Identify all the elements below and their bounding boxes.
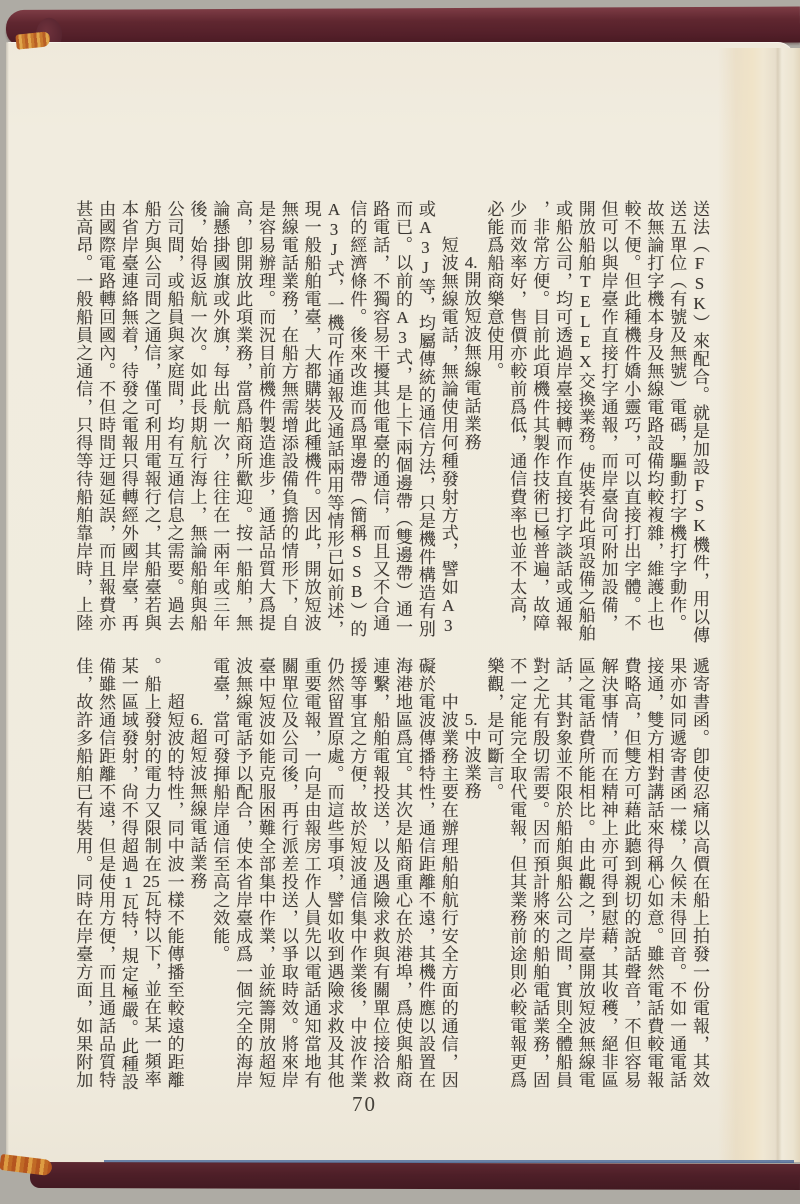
horizontal-in-vertical-number: 6. xyxy=(190,711,204,728)
page-number: 70 xyxy=(352,1092,377,1116)
horizontal-in-vertical-number: 25 xyxy=(142,873,160,890)
text-column: 是容易辦理。而況目前機件製造進步，通話品質大爲提 xyxy=(255,200,275,632)
text-column: 但可以與岸臺作直接打字通報，而岸臺尙可附加設備， xyxy=(598,200,618,632)
upright-latin: A xyxy=(324,200,344,220)
text-column: 送五單位（有號及無號）電碼，驅動打字機打字動作。 xyxy=(667,200,687,632)
text-column: 連繫，船舶電報投送，以及遇險求救與有關單位接洽救 xyxy=(370,657,390,1089)
page-gutter-curve xyxy=(718,48,800,1162)
upper-text-block xyxy=(70,200,710,644)
text-column: 海港地區爲宜。其次是船商重心在於港埠，爲使與船商 xyxy=(393,657,413,1089)
book-cover-bottom-edge xyxy=(30,1162,800,1190)
upright-latin: FSK xyxy=(690,254,709,314)
text-column: 仍然留置原處。而這些事項，譬如收到遇險求救及其他 xyxy=(324,657,344,1089)
text-column: ，非常方便。目前此項機件其製作技術已極普遍，故障 xyxy=(530,200,550,632)
text-column: 後，始得返航一次。如此長期航行海上，無論船舶與船 xyxy=(187,200,207,632)
text-column: 由國際電路轉回國內。不但時間迂廻延誤，而且報費亦 xyxy=(96,200,116,632)
text-column: 現一般船舶電臺，大都購裝此種機件。因此，開放短波 xyxy=(301,200,321,632)
upright-latin: J xyxy=(415,258,435,278)
upright-latin: A xyxy=(438,596,458,616)
upright-latin: A xyxy=(393,308,413,328)
upright-latin: J xyxy=(324,240,344,260)
upright-latin: A xyxy=(415,218,435,238)
page-left-edge-shadow xyxy=(6,42,9,1162)
text-column: 甚高昂。一般船員之通信，只得等待船舶靠岸時，上陸 xyxy=(73,200,93,632)
text-column: 解決事情，而在精神上亦可得到慰藉，其收穫，絕非區 xyxy=(598,657,618,1089)
horizontal-in-vertical-number: 4. xyxy=(464,254,478,271)
text-column: 4.開放短波無線電話業務 xyxy=(461,254,481,451)
text-column: A3J式，一機可作通報及通話兩用等情形已如前述， xyxy=(324,200,344,638)
text-column: 船方與公司間之通信，僅可利用電報行之，其船臺若與 xyxy=(141,200,161,632)
text-column: 或A3J等，均屬傳統的通信方法，只是機件構造有別 xyxy=(415,200,435,638)
text-column: 重要電報，一向是由報房工作人員先以電話通知當地有 xyxy=(301,657,321,1089)
upright-latin: 3 xyxy=(393,328,413,348)
lower-text-block xyxy=(70,657,710,1093)
text-column: 不一定能完全取代電報，但其業務前途則必較電報更爲 xyxy=(507,657,527,1089)
text-column: 開放船舶TELEX交換業務。使裝有此項設備之船舶 xyxy=(575,200,595,642)
text-column: 5.中波業務 xyxy=(461,711,481,800)
text-column: 接通，雙方相對講話來得稱心如意。雖然電話費較電報 xyxy=(644,657,664,1089)
upright-latin: 3 xyxy=(438,616,458,636)
upright-latin: SSB xyxy=(347,542,367,602)
upright-latin: TELEX xyxy=(575,272,595,372)
text-column: 臺中短波如能克服困難全部集中作業，並統籌開放超短 xyxy=(255,657,275,1089)
text-column: 無線電話業務，在船方無需增添設備負擔的情形下，自 xyxy=(278,200,298,632)
upright-latin: 3 xyxy=(415,238,435,258)
upright-latin: FSK xyxy=(690,476,709,536)
text-column: 而已。以前的A3式，是上下兩個邊帶（雙邊帶）通一 xyxy=(393,200,413,636)
text-column: 送法（FSK）來配合。就是加設FSK機件，用以傳 xyxy=(690,200,709,644)
text-column: 論懸掛國旗或外旗，每出航一次，往往在一兩年或三年 xyxy=(210,200,230,632)
text-column: 話，其對象並不限於船舶與船公司之間，實則全體船員 xyxy=(552,657,572,1089)
text-column: 區之電話費所能相比。由此觀之，岸臺開放短波無線電 xyxy=(575,657,595,1089)
text-column: 少而效率好，售價亦較前爲低，通信費率也並不太高， xyxy=(507,200,527,632)
text-column: 備雖然通信距離不遠，但是使用方便，而且通話品質特 xyxy=(96,657,116,1089)
text-column: 故無論打字機本身及無線電路設備均較複雜，維護上也 xyxy=(644,200,664,632)
text-column: 電臺，當可發揮船岸通信至高之效能。 xyxy=(210,657,230,963)
text-column: 短波無線電話，無論使用何種發射方式，譬如A3 xyxy=(438,236,458,636)
text-column: 或船公司，均可透過岸臺接轉而作直接打字談話或通報 xyxy=(552,200,572,632)
text-column: 。船上發射的電力又限制在25瓦特以下，並在某一頻率 xyxy=(141,657,161,1088)
text-column: 樂觀，是可斷言。 xyxy=(484,657,504,801)
upright-latin: 1 xyxy=(118,873,138,893)
horizontal-in-vertical-number: 5. xyxy=(464,711,478,728)
text-column: 遞寄書函。卽使忍痛以高價在船上拍發一份電報，其效 xyxy=(690,657,709,1089)
text-column: 波無線電話予以配合，使本省岸臺成爲一個完全的海岸 xyxy=(233,657,253,1089)
text-column: 高，卽開放此項業務，當爲船商所歡迎。按一船舶，無 xyxy=(233,200,253,632)
upright-latin: 3 xyxy=(324,220,344,240)
text-column: 對之尤有殷切需要。因而預計將來的船舶電話業務，固 xyxy=(530,657,550,1089)
text-column: 關單位及公司後，再行派差投送，以爭取時效。將來岸 xyxy=(278,657,298,1089)
text-column: 果亦如同遞寄書函一樣，久候未得回音。不如一通電話 xyxy=(667,657,687,1089)
text-column: 本省岸臺連絡無着，待發之電報只得轉經外國岸臺，再 xyxy=(118,200,138,632)
text-column: 中波業務主要在辦理船舶航行安全方面的通信，因 xyxy=(438,693,458,1089)
book-cover-top-edge xyxy=(6,7,800,46)
text-column: 較不便。但此種機件嬌小靈巧，可以直接打出字體。不 xyxy=(621,200,641,632)
text-column: 費略高，但雙方可藉此聽到親切的說話聲音，不但容易 xyxy=(621,657,641,1089)
text-column: 超短波的特性，同中波一樣不能傳播至較遠的距離 xyxy=(164,693,184,1089)
text-column: 路電話，不獨容易干擾其他電臺的通信，而且又不合通 xyxy=(370,200,390,632)
text-column: 公司間，或船員與家庭間，均有互通信息之需要。過去 xyxy=(164,200,184,632)
text-column: 礙於電波傳播特性，通信距離不遠，其機件應以設置在 xyxy=(415,657,435,1089)
text-column: 信的經濟條件。後來改進而爲單邊帶（簡稱SSB）的 xyxy=(347,200,367,638)
text-column: 某一區域發射，尙不得超過1瓦特，規定極嚴。此種設 xyxy=(118,657,138,1091)
text-column: 佳，故許多船舶已有裝用。同時在岸臺方面，如果附加 xyxy=(73,657,93,1089)
text-column: 必能爲船商樂意使用。 xyxy=(484,200,504,380)
text-column: 援等事宜之方便，故於短波通信集中作業後，中波作業 xyxy=(347,657,367,1089)
text-column: 6.超短波無線電話業務 xyxy=(187,711,207,890)
